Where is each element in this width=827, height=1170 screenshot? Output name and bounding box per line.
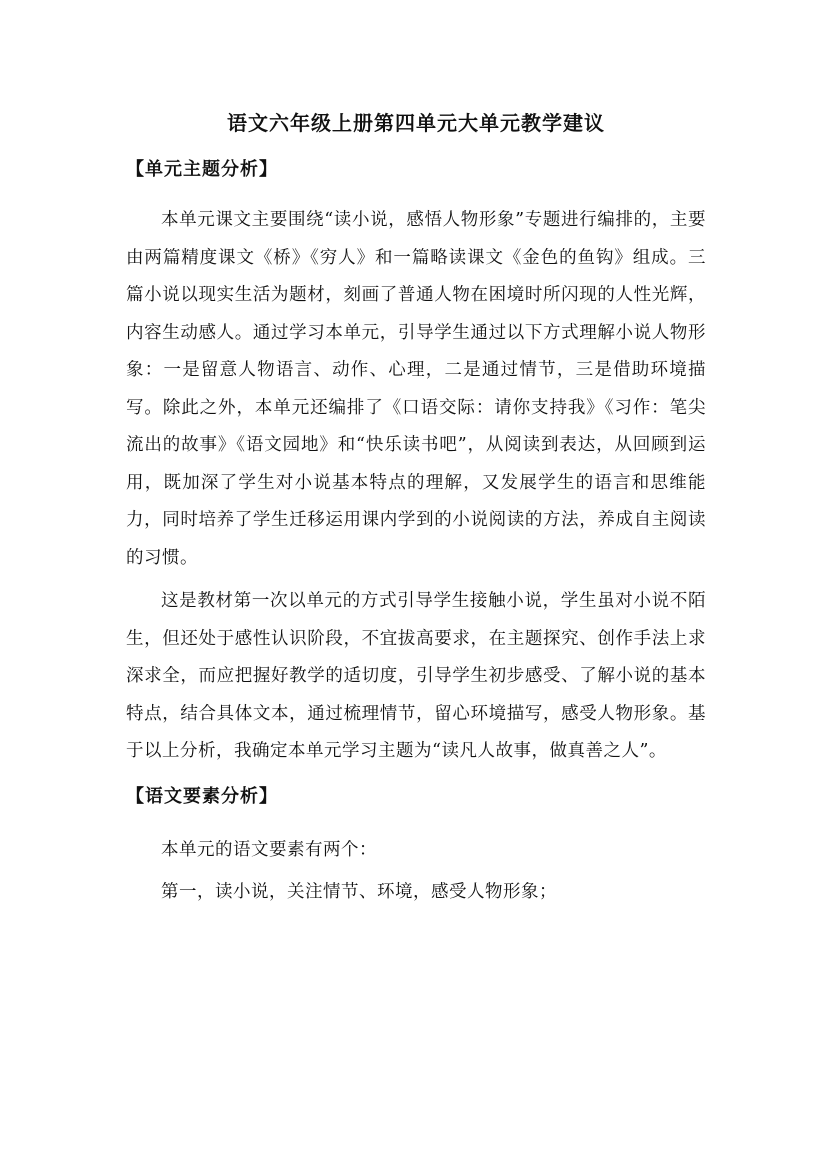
paragraph-theme-intro: 本单元课文主要围绕“读小说，感悟人物形象”专题进行编排的，主要由两篇精度课文《桥》《穷人》和一篇略读课文《金色的鱼钩》组成。三篇小说以现实生活为题材，刻画了普通人物在困境时所闪现的人性光辉，内容生动感人。通过学习本单元，引导学生通过以下方式理解小说人物形象：一是留意人物语言、动作、心理，二是通过情节，三是借助环境描写。除此之外，本单元还编排了《口语交际：请你支持我》《习作：笔尖流出的故事》《语文园地》和“快乐读书吧”，从阅读到表达，从回顾到运用，既加深了学生对小说基本特点的理解，又发展学生的语言和思维能力，同时培养了学生迁移运用课内学到的小说阅读的方法，养成自主阅读的习惯。	[126, 210, 706, 568]
section-heading-language-elements: 【语文要素分析】	[126, 785, 278, 807]
paragraph-theme-teaching: 这是教材第一次以单元的方式引导学生接触小说，学生虽对小说不陌生，但还处于感性认识阶段，不宜拔高要求，在主题探究、创作手法上求深求全，而应把握好教学的适切度，引导学生初步感受、了解小说的基本特点，结合具体文本，通过梳理情节，留心环境描写，感受人物形象。基于以上分析，我确定本单元学习主题为“读凡人故事，做真善之人”。	[126, 591, 706, 761]
document-body	[126, 108, 706, 913]
paragraph-elements-intro: 本单元的语文要素有两个：	[161, 839, 377, 860]
section-heading-theme-analysis: 【单元主题分析】	[126, 159, 278, 180]
document-title: 语文六年级上册第四单元大单元教学建议	[227, 111, 605, 135]
paragraph-element-first: 第一，读小说，关注情节、环境，感受人物形象；	[161, 881, 557, 902]
